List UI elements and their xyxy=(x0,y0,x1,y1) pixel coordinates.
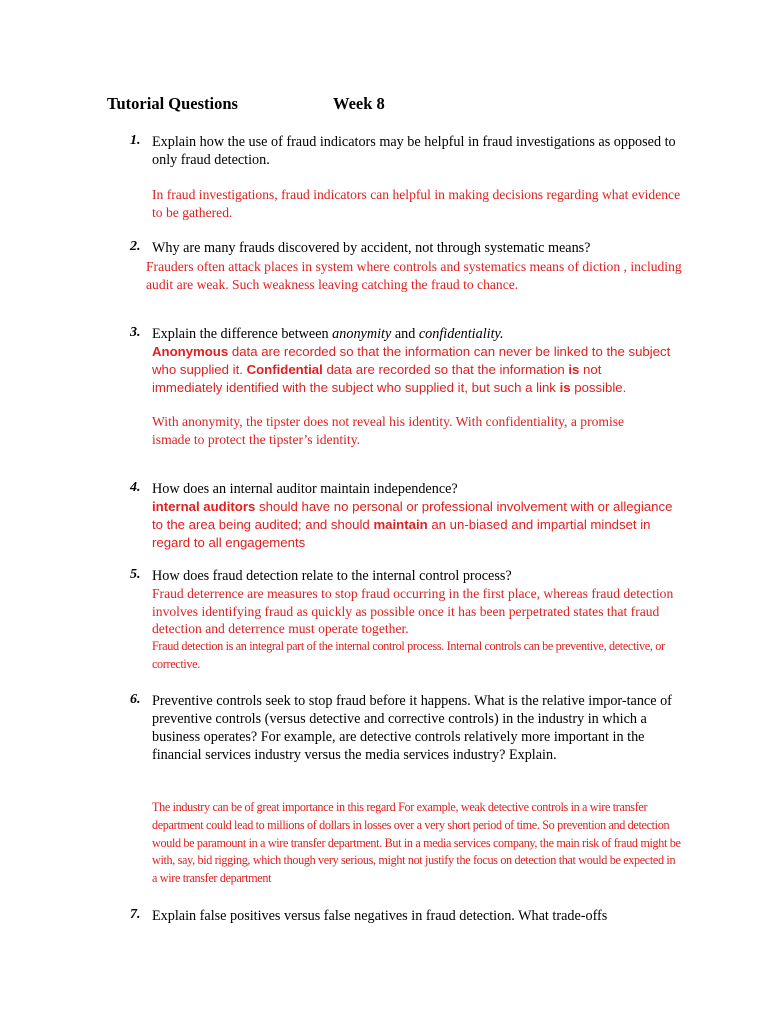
answer-text: Frauders often attack places in system where controls and systematics means of diction , including audit are weak. Such weakness leaving catching the fraud to chance. xyxy=(146,259,682,292)
question-text: How does fraud detection relate to the internal control process? xyxy=(152,568,512,584)
question-text: Explain false positives versus false negatives in fraud detection. What trade-offs xyxy=(152,908,608,924)
question-text: Why are many frauds discovered by accident, not through systematic means? xyxy=(152,240,591,256)
term-internal-auditors: internal auditors xyxy=(152,499,256,514)
question-text: Preventive controls seek to stop fraud before it happens. What is the relative impor-tance of preventive controls (versus detective and corrective controls) in the industry in which a business operates? For example, are detective controls relatively more important in the financial services industry versus the media services industry? Explain. xyxy=(152,693,672,763)
question-number: 6. xyxy=(130,692,141,707)
answer-extra: Fraud detection is an integral part of the internal control process. Internal controls can be preventive, detective, or corrective. xyxy=(152,639,665,671)
question-text: Explain how the use of fraud indicators may be helpful in fraud investigations as opposed to only fraud detection. xyxy=(152,134,676,168)
question-number: 4. xyxy=(130,480,141,495)
header-title: Tutorial Questions xyxy=(107,94,238,113)
question-number: 2. xyxy=(130,239,141,254)
term-maintain: maintain xyxy=(373,517,428,532)
term-confidential: Confidential xyxy=(246,362,323,377)
answer-extra: With anonymity, the tipster does not reveal his identity. With confidentiality, a promise ismade to protect the tipster’s identity. xyxy=(152,414,625,447)
question-text: Explain the difference between anonymity and confidentiality. xyxy=(152,326,504,342)
question-text: How does an internal auditor maintain independence? xyxy=(152,481,458,497)
question-number: 1. xyxy=(130,133,141,148)
answer-text: The industry can be of great importance in this regard For example, weak detective controls in a wire transfer department could lead to millions of dollars in losses over a very short period of time. So prevention and detection would be paramount in a wire transfer department. But in a media services company, the main risk of fraud might be with, say, bid rigging, which though very serious, might not justify the focus on detection that would be expected in a wire transfer department xyxy=(152,800,681,886)
answer-text: In fraud investigations, fraud indicators can helpful in making decisions regarding what evidence to be gathered. xyxy=(152,187,681,220)
question-number: 7. xyxy=(130,907,141,922)
answer-text: Fraud deterrence are measures to stop fraud occurring in the first place, whereas fraud detection involves identifying fraud as quickly as possible once it has been perpetrated states that fraud detection and deterrence must operate together. xyxy=(152,586,674,636)
question-number: 3. xyxy=(130,325,141,340)
answer-text: Anonymous data are recorded so that the information can never be linked to the subject who supplied it. Confidential data are recorded so that the information is not immediately identified with the subject who supplied it, but such a link is possible. xyxy=(152,344,671,395)
question-number: 5. xyxy=(130,567,141,582)
document-header xyxy=(107,94,385,114)
term-anonymous: Anonymous xyxy=(152,344,229,359)
header-week: Week 8 xyxy=(333,94,385,113)
answer-text: internal auditors should have no personal or professional involvement with or allegiance to the area being audited; and should maintain an un-biased and impartial mindset in regard to all engagements xyxy=(152,499,673,550)
